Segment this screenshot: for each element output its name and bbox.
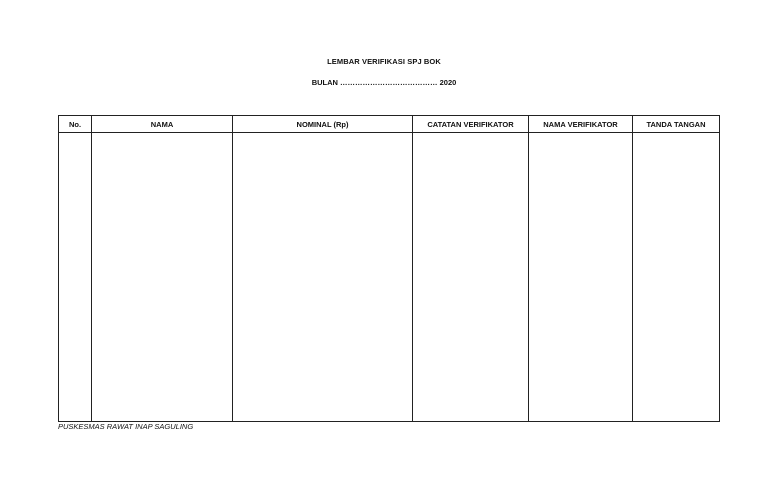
table-header-row: [59, 116, 720, 133]
column-header-nominal: NOMINAL (Rp): [233, 116, 413, 133]
table-cell-catatan-verifikator: [413, 133, 529, 422]
verification-table: [58, 115, 720, 422]
table-cell-nama: [92, 133, 233, 422]
table-row: [59, 133, 720, 422]
column-header-tanda-tangan: TANDA TANGAN: [633, 116, 720, 133]
column-header-catatan-verifikator: CATATAN VERIFIKATOR: [413, 116, 529, 133]
table-cell-nominal: [233, 133, 413, 422]
column-header-nama: NAMA: [92, 116, 233, 133]
document-period: BULAN ………………………………… 2020: [311, 78, 457, 87]
document-title: LEMBAR VERIFIKASI SPJ BOK: [327, 57, 441, 66]
column-header-no: No.: [59, 116, 92, 133]
footer-organization: PUSKESMAS RAWAT INAP SAGULING: [58, 422, 194, 431]
column-header-nama-verifikator: NAMA VERIFIKATOR: [529, 116, 633, 133]
table-cell-tanda-tangan: [633, 133, 720, 422]
table-cell-no: [59, 133, 92, 422]
table-cell-nama-verifikator: [529, 133, 633, 422]
